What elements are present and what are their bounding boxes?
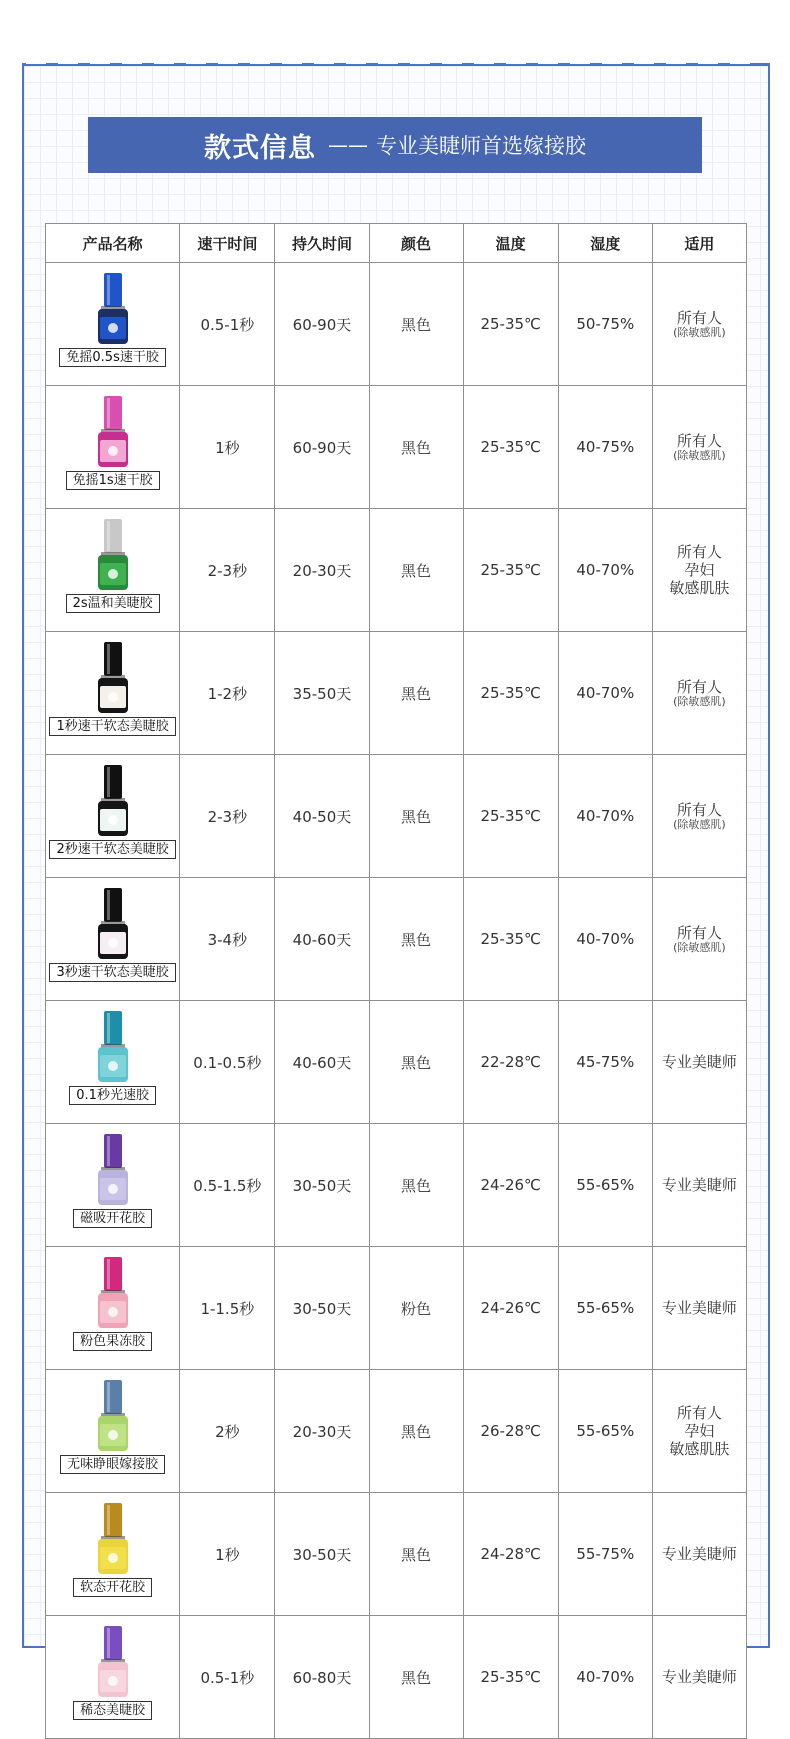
product-cell (46, 509, 180, 632)
lasting-time-cell: 40-60天 (275, 878, 369, 1001)
suitable-cell (652, 1001, 746, 1124)
humidity-cell: 55-65% (558, 1124, 652, 1247)
suitable-note: (除敏感肌) (673, 818, 726, 831)
header-color: 颜色 (369, 224, 463, 263)
color-cell: 黑色 (369, 632, 463, 755)
dry-time-cell: 0.5-1秒 (180, 1616, 275, 1739)
section-banner (88, 117, 702, 173)
table-row (46, 1124, 747, 1247)
glue-bottle-image (95, 1503, 131, 1575)
table-row (46, 386, 747, 509)
temperature-cell: 26-28℃ (463, 1370, 558, 1493)
product-cell (46, 1124, 180, 1247)
product-cell (46, 386, 180, 509)
product-name: 软态开花胶 (73, 1578, 152, 1597)
product-cell (46, 1370, 180, 1493)
product-name: 免摇1s速干胶 (66, 471, 160, 490)
lasting-time-cell: 20-30天 (275, 1370, 369, 1493)
humidity-cell: 45-75% (558, 1001, 652, 1124)
lasting-time-cell: 60-90天 (275, 263, 369, 386)
temperature-cell: 25-35℃ (463, 755, 558, 878)
temperature-cell: 25-35℃ (463, 1616, 558, 1739)
banner-title: 款式信息 (204, 132, 316, 164)
lasting-time-cell: 30-50天 (275, 1247, 369, 1370)
product-name: 稀态美睫胶 (73, 1701, 152, 1720)
color-cell: 黑色 (369, 1493, 463, 1616)
product-name: 粉色果冻胶 (73, 1332, 152, 1351)
suitable-cell (652, 632, 746, 755)
product-name: 无味睁眼嫁接胶 (60, 1455, 165, 1474)
dry-time-cell: 0.5-1秒 (180, 263, 275, 386)
glue-bottle-image (95, 1011, 131, 1083)
glue-bottle-image (95, 1134, 131, 1206)
table-row (46, 1616, 747, 1739)
product-cell (46, 1493, 180, 1616)
color-cell: 黑色 (369, 509, 463, 632)
product-cell (46, 1616, 180, 1739)
glue-bottle-image (95, 273, 131, 345)
humidity-cell: 55-65% (558, 1247, 652, 1370)
table-row (46, 1493, 747, 1616)
table-row (46, 878, 747, 1001)
suitable-text: 专业美睫师 (661, 1053, 737, 1071)
temperature-cell: 25-35℃ (463, 632, 558, 755)
header-suitable: 适用 (652, 224, 746, 263)
dry-time-cell: 1-1.5秒 (180, 1247, 275, 1370)
lasting-time-cell: 60-90天 (275, 386, 369, 509)
temperature-cell: 25-35℃ (463, 386, 558, 509)
dry-time-cell: 2-3秒 (180, 755, 275, 878)
humidity-cell: 55-65% (558, 1370, 652, 1493)
product-cell (46, 632, 180, 755)
product-cell (46, 263, 180, 386)
suitable-text: 所有人 (676, 801, 722, 819)
product-name: 免摇0.5s速干胶 (59, 348, 165, 367)
glue-bottle-image (95, 1257, 131, 1329)
dry-time-cell: 2-3秒 (180, 509, 275, 632)
header-temperature: 温度 (463, 224, 558, 263)
lasting-time-cell: 60-80天 (275, 1616, 369, 1739)
table-header-row (46, 224, 747, 263)
banner-subtitle: 专业美睫师首选嫁接胶 (376, 134, 586, 158)
suitable-note: (除敏感肌) (673, 326, 726, 339)
suitable-text: 所有人 (676, 309, 722, 327)
temperature-cell: 25-35℃ (463, 878, 558, 1001)
dry-time-cell: 1-2秒 (180, 632, 275, 755)
lasting-time-cell: 30-50天 (275, 1124, 369, 1247)
suitable-cell (652, 1124, 746, 1247)
suitable-text: 专业美睫师 (661, 1299, 737, 1317)
product-cell (46, 1001, 180, 1124)
glue-bottle-image (95, 1380, 131, 1452)
table-row (46, 1247, 747, 1370)
humidity-cell: 50-75% (558, 263, 652, 386)
suitable-note: (除敏感肌) (673, 449, 726, 462)
table-row (46, 1001, 747, 1124)
suitable-note: (除敏感肌) (673, 695, 726, 708)
product-cell (46, 755, 180, 878)
temperature-cell: 25-35℃ (463, 509, 558, 632)
humidity-cell: 40-70% (558, 632, 652, 755)
dry-time-cell: 3-4秒 (180, 878, 275, 1001)
suitable-cell (652, 509, 746, 632)
humidity-cell: 40-70% (558, 1616, 652, 1739)
dry-time-cell: 0.1-0.5秒 (180, 1001, 275, 1124)
suitable-cell (652, 1370, 746, 1493)
suitable-text: 所有人 (676, 432, 722, 450)
suitable-cell (652, 263, 746, 386)
glue-bottle-image (95, 519, 131, 591)
color-cell: 黑色 (369, 1001, 463, 1124)
humidity-cell: 40-70% (558, 878, 652, 1001)
product-name: 2秒速干软态美睫胶 (49, 840, 175, 859)
glue-bottle-image (95, 396, 131, 468)
suitable-text: 所有人 (676, 678, 722, 696)
humidity-cell: 40-70% (558, 509, 652, 632)
color-cell: 黑色 (369, 386, 463, 509)
suitable-cell (652, 878, 746, 1001)
temperature-cell: 24-26℃ (463, 1124, 558, 1247)
suitable-text: 专业美睫师 (661, 1545, 737, 1563)
header-humidity: 湿度 (558, 224, 652, 263)
color-cell: 粉色 (369, 1247, 463, 1370)
dry-time-cell: 0.5-1.5秒 (180, 1124, 275, 1247)
suitable-cell (652, 1247, 746, 1370)
temperature-cell: 24-26℃ (463, 1247, 558, 1370)
temperature-cell: 25-35℃ (463, 263, 558, 386)
spec-table (45, 223, 747, 1739)
product-name: 1秒速干软态美睫胶 (49, 717, 175, 736)
product-cell (46, 1247, 180, 1370)
temperature-cell: 22-28℃ (463, 1001, 558, 1124)
banner-dash: —— (328, 133, 368, 157)
table-row (46, 755, 747, 878)
dry-time-cell: 1秒 (180, 386, 275, 509)
table-row (46, 509, 747, 632)
suitable-cell (652, 386, 746, 509)
humidity-cell: 55-75% (558, 1493, 652, 1616)
suitable-note: (除敏感肌) (673, 941, 726, 954)
lasting-time-cell: 30-50天 (275, 1493, 369, 1616)
humidity-cell: 40-75% (558, 386, 652, 509)
table-row (46, 263, 747, 386)
glue-bottle-image (95, 888, 131, 960)
header-product-name: 产品名称 (46, 224, 180, 263)
color-cell: 黑色 (369, 1124, 463, 1247)
color-cell: 黑色 (369, 263, 463, 386)
dry-time-cell: 2秒 (180, 1370, 275, 1493)
product-name: 0.1秒光速胶 (69, 1086, 156, 1105)
product-name: 2s温和美睫胶 (66, 594, 160, 613)
suitable-cell (652, 755, 746, 878)
suitable-text: 所有人 孕妇 敏感肌肤 (669, 1404, 730, 1458)
dry-time-cell: 1秒 (180, 1493, 275, 1616)
table-row (46, 1370, 747, 1493)
product-name: 磁吸开花胶 (73, 1209, 152, 1228)
glue-bottle-image (95, 1626, 131, 1698)
suitable-text: 专业美睫师 (661, 1668, 737, 1686)
suitable-text: 所有人 孕妇 敏感肌肤 (669, 543, 730, 597)
suitable-text: 专业美睫师 (661, 1176, 737, 1194)
table-row (46, 632, 747, 755)
suitable-text: 所有人 (676, 924, 722, 942)
lasting-time-cell: 40-50天 (275, 755, 369, 878)
suitable-cell (652, 1493, 746, 1616)
header-dry-time: 速干时间 (180, 224, 275, 263)
color-cell: 黑色 (369, 755, 463, 878)
glue-bottle-image (95, 765, 131, 837)
lasting-time-cell: 40-60天 (275, 1001, 369, 1124)
color-cell: 黑色 (369, 1616, 463, 1739)
temperature-cell: 24-28℃ (463, 1493, 558, 1616)
color-cell: 黑色 (369, 878, 463, 1001)
lasting-time-cell: 20-30天 (275, 509, 369, 632)
glue-bottle-image (95, 642, 131, 714)
humidity-cell: 40-70% (558, 755, 652, 878)
color-cell: 黑色 (369, 1370, 463, 1493)
suitable-cell (652, 1616, 746, 1739)
product-cell (46, 878, 180, 1001)
product-name: 3秒速干软态美睫胶 (49, 963, 175, 982)
header-lasting-time: 持久时间 (275, 224, 369, 263)
lasting-time-cell: 35-50天 (275, 632, 369, 755)
